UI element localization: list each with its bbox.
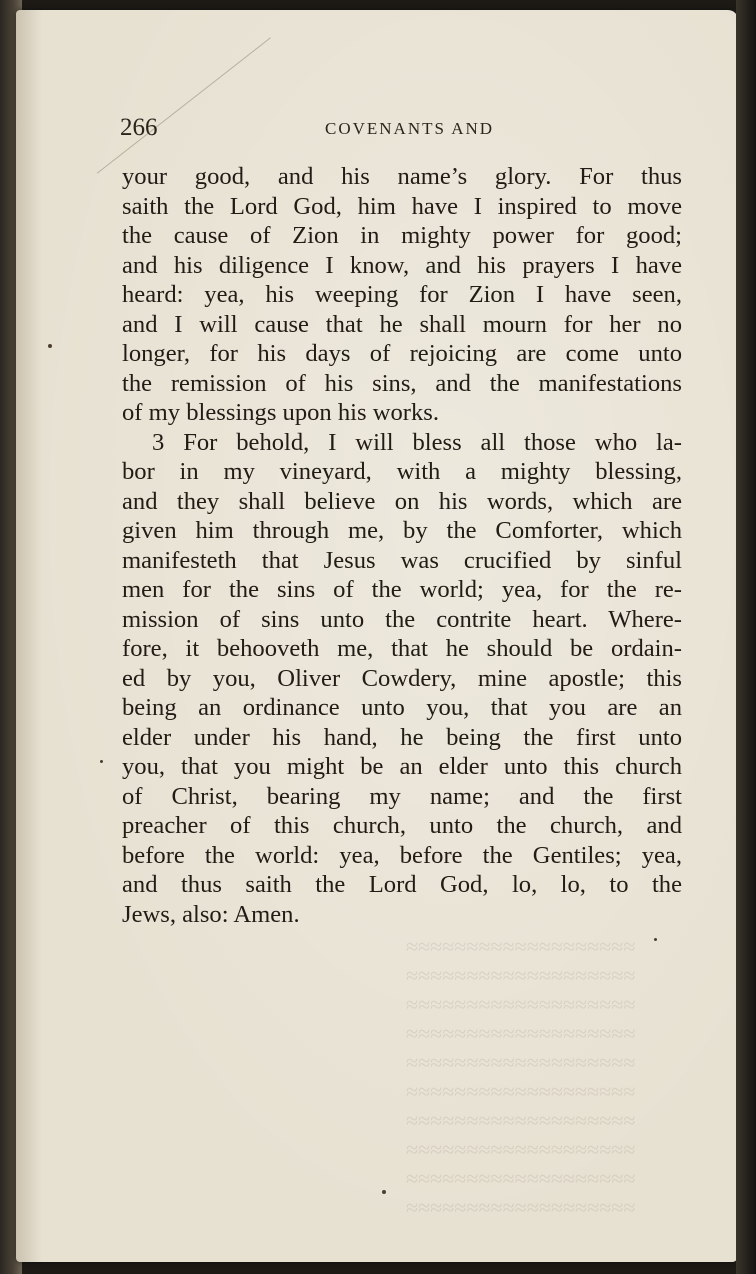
text-line: men for the sins of the world; yea, for the re- [122,576,682,603]
text-line: of my blessings upon his works. [122,399,439,426]
text-line: ed by you, Oliver Cowdery, mine apostle; this [122,664,682,692]
text-line: preacher of this church, unto the church, and [122,812,682,839]
text-line: given him through me, by the Comforter, which [122,517,682,544]
paragraph-start-line: 3 For behold, I will bless all those who la- [152,428,682,456]
text-line: mission of sins unto the contrite heart. Where- [122,605,682,633]
text-line: the cause of Zion in mighty power for good; [122,222,682,249]
text-line: Jews, also: Amen. [122,900,300,928]
text-line: the remission of his sins, and the manifestations [122,369,682,397]
text-line: being an ordinance unto you, that you are an [122,694,682,721]
text-line: heard: yea, his weeping for Zion I have seen, [122,281,682,308]
running-head: COVENANTS AND [325,119,495,138]
body-text [122,162,682,929]
text-line: bor in my vineyard, with a mighty blessing, [122,458,682,485]
text-line: of Christ, bearing my name; and the first [122,782,682,810]
text-line: before the world: yea, before the Gentiles; yea, [122,841,682,869]
text-line: your good, and his name’s glory. For thus [122,163,682,190]
text-line: manifesteth that Jesus was crucified by sinful [122,546,682,574]
text-line: fore, it behooveth me, that he should be ordain- [122,635,682,662]
text-line: you, that you might be an elder unto this church [122,753,682,780]
ink-speck [100,760,103,763]
ink-speck [654,938,657,941]
book-edge-shadow [736,0,756,1274]
bleed-through-text: ≈≈≈≈≈≈≈≈≈≈≈≈≈≈≈≈≈≈≈ ≈≈≈≈≈≈≈≈≈≈≈≈≈≈≈≈≈≈≈ ≈≈≈≈≈≈≈≈≈≈≈≈≈≈≈≈≈≈≈ ≈≈≈≈≈≈≈≈≈≈≈≈≈≈≈≈≈≈≈ ≈≈≈≈≈≈≈≈≈≈≈≈≈≈≈≈≈≈≈ ≈≈≈≈≈≈≈≈≈≈≈≈≈≈≈≈≈≈≈ ≈≈≈≈≈≈≈≈≈≈≈≈≈≈≈≈≈≈≈ ≈≈≈≈≈≈≈≈≈≈≈≈≈≈≈≈≈≈≈ ≈≈≈≈≈≈≈≈≈≈≈≈≈≈≈≈≈≈≈ ≈≈≈≈≈≈≈≈≈≈≈≈≈≈≈≈≈≈≈ [406,934,636,1220]
page-header [120,114,680,144]
text-line: and thus saith the Lord God, lo, lo, to the [122,871,682,898]
text-line: and I will cause that he shall mourn for her no [122,310,682,338]
page-number: 266 [120,114,158,141]
text-line: and his diligence I know, and his prayers I have [122,251,682,279]
book-page [16,10,738,1262]
ink-speck [48,344,52,348]
text-line: and they shall believe on his words, which are [122,487,682,515]
ink-speck [382,1190,386,1194]
text-line: longer, for his days of rejoicing are come unto [122,340,682,367]
text-line: saith the Lord God, him have I inspired to move [122,192,682,220]
text-line: elder under his hand, he being the first unto [122,723,682,751]
page-crease [97,37,271,173]
